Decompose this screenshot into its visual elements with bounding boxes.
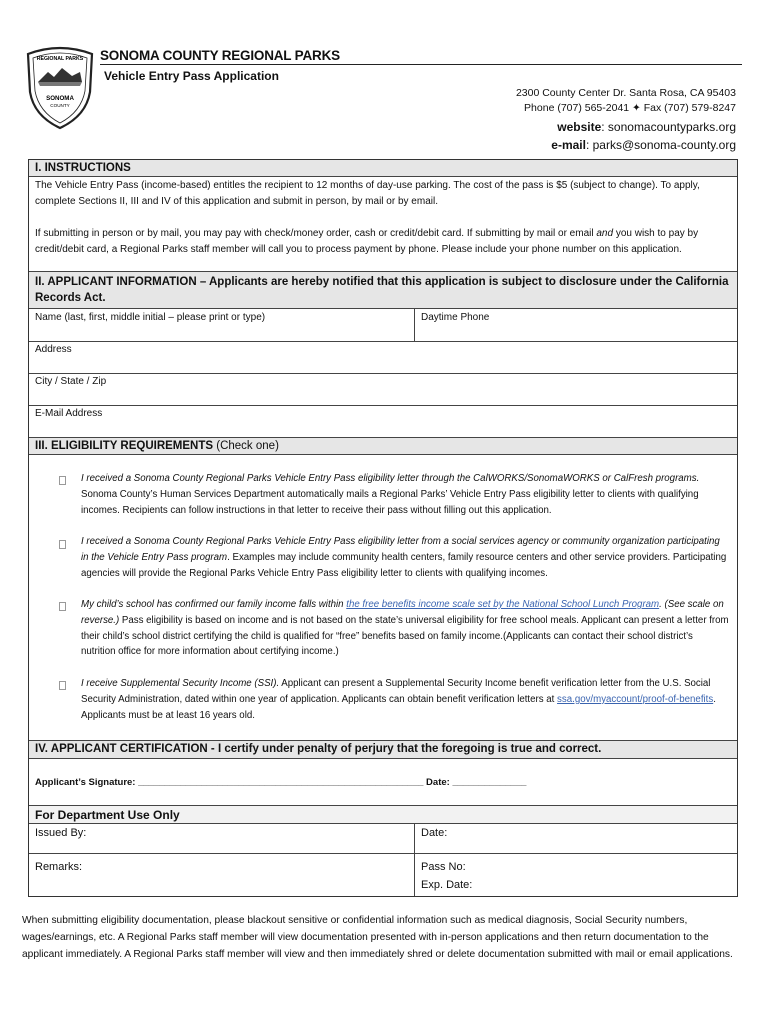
website-line: website: sonomacountyparks.org (557, 120, 736, 134)
logo-text-county: COUNTY (50, 103, 70, 108)
instructions-paragraph-1: The Vehicle Entry Pass (income-based) entitles the recipient to 12 months of day-use parking. The cost of the pass is $5 (subject to change). To apply, complete Sections II, III and IV of this application and submit in person, by mail or by email. (35, 180, 700, 207)
address-field-label: Address (35, 344, 72, 355)
form-subtitle: Vehicle Entry Pass Application (104, 69, 279, 83)
application-form (28, 159, 738, 897)
phone-fax-text: Phone (707) 565-2041 ✦ Fax (707) 579-8247 (524, 102, 736, 114)
option-ssi: I receive Supplemental Security Income (SSI). Applicant can present a Supplemental Security Income benefit verification letter from the U.S. Social Security Administration, dated within one year of application. Applicants can obtain benefit verification letters at ssa.gov/myaccount/proof-of-benefits. Applicants must be at least 16 years old. (81, 678, 716, 721)
checkbox-ssi[interactable] (59, 681, 66, 690)
title-rule (100, 64, 742, 65)
name-field-label: Name (last, first, middle initial – please print or type) (35, 312, 266, 323)
org-title: SONOMA COUNTY REGIONAL PARKS (100, 48, 340, 63)
address-text: 2300 County Center Dr. Santa Rosa, CA 95403 (515, 87, 736, 99)
city-state-zip-label: City / State / Zip (35, 376, 107, 387)
logo-text-sonoma: SONOMA (46, 95, 74, 102)
option-calworks: I received a Sonoma County Regional Parks Vehicle Entry Pass eligibility letter through the CalWORKS/SonomaWORKS or CalFresh programs. Sonoma County’s Human Services Department automatically mails a Regional Parks’ Vehicle Entry Pass eligibility letter to clients with qualifying incomes. Recipients can follow instructions in that letter to receive their pass without filling out this application. (81, 473, 700, 516)
section-instructions-heading: I. INSTRUCTIONS (29, 160, 737, 176)
email-line: e-mail: parks@sonoma-county.org (551, 138, 736, 152)
exp-date-label: Exp. Date: (421, 879, 473, 891)
school-lunch-scale-link[interactable]: the free benefits income scale set by the National School Lunch Program (346, 599, 660, 610)
remarks-label: Remarks: (35, 861, 83, 873)
checkbox-school-lunch[interactable] (59, 602, 66, 611)
regional-parks-logo (24, 44, 96, 130)
ssa-benefits-link[interactable]: ssa.gov/myaccount/proof-of-benefits (557, 693, 714, 705)
dept-date-label: Date: (421, 827, 448, 839)
daytime-phone-label: Daytime Phone (421, 312, 490, 323)
checkbox-social-services[interactable] (59, 540, 66, 549)
checkbox-calworks[interactable] (59, 476, 66, 485)
documentation-note: When submitting eligibility documentation, please blackout sensitive or confidential information such as medical diagnosis, Social Security numbers, wages/earnings, etc. A Regional Parks staff member will view documentation presented with in-person applications and then return documentation to the applicant immediately. A Regional Parks staff member will view and then immediately shred or delete documentation submitted with mail or email applications. (22, 915, 733, 960)
section-eligibility-heading: III. ELIGIBILITY REQUIREMENTS (Check one) (29, 438, 737, 454)
signature-date-line[interactable]: Applicant’s Signature: ______________________________________________________ Date: ______________ (35, 777, 527, 788)
pass-no-label: Pass No: (421, 861, 466, 873)
email-address-label: E-Mail Address (35, 408, 103, 419)
instructions-paragraph-2: If submitting in person or by mail, you may pay with check/money order, cash or credit/debit card. If submitting by mail or email and you wish to pay by credit/debit card, a Regional Parks staff member will call you to process payment by phone. Please include your phone number on this application. (35, 228, 699, 255)
issued-by-label: Issued By: (35, 827, 87, 839)
department-use-heading: For Department Use Only (29, 806, 737, 823)
section-certification-heading: IV. APPLICANT CERTIFICATION - I certify under penalty of perjury that the foregoing is true and correct. (29, 741, 737, 758)
svg-text:REGIONAL PARKS: REGIONAL PARKS (36, 56, 84, 62)
option-social-services: I received a Sonoma County Regional Parks Vehicle Entry Pass eligibility letter from a social services agency or community organization participating in the Vehicle Entry Pass program. Examples may include community health centers, family resource centers and other service providers. Participating agencies will provide the Regional Parks Vehicle Entry Pass eligibility letter to clients with qualifying incomes. (81, 536, 727, 579)
section-applicant-heading: II. APPLICANT INFORMATION – Applicants are hereby notified that this application is subject to disclosure under the California Records Act. (29, 272, 737, 308)
option-school-lunch: My child’s school has confirmed our family income falls within the free benefits income scale set by the National School Lunch Program. (See scale on reverse.) Pass eligibility is based on income and is not based on the state’s universal eligibility for free school meals. Applicant can present a letter from their child’s school district certifying the child is qualified for “free” benefits based on family income.(Applicants can contact their school district’s nutrition office for more information about certifying income.) (81, 599, 729, 658)
contact-block (516, 86, 736, 154)
